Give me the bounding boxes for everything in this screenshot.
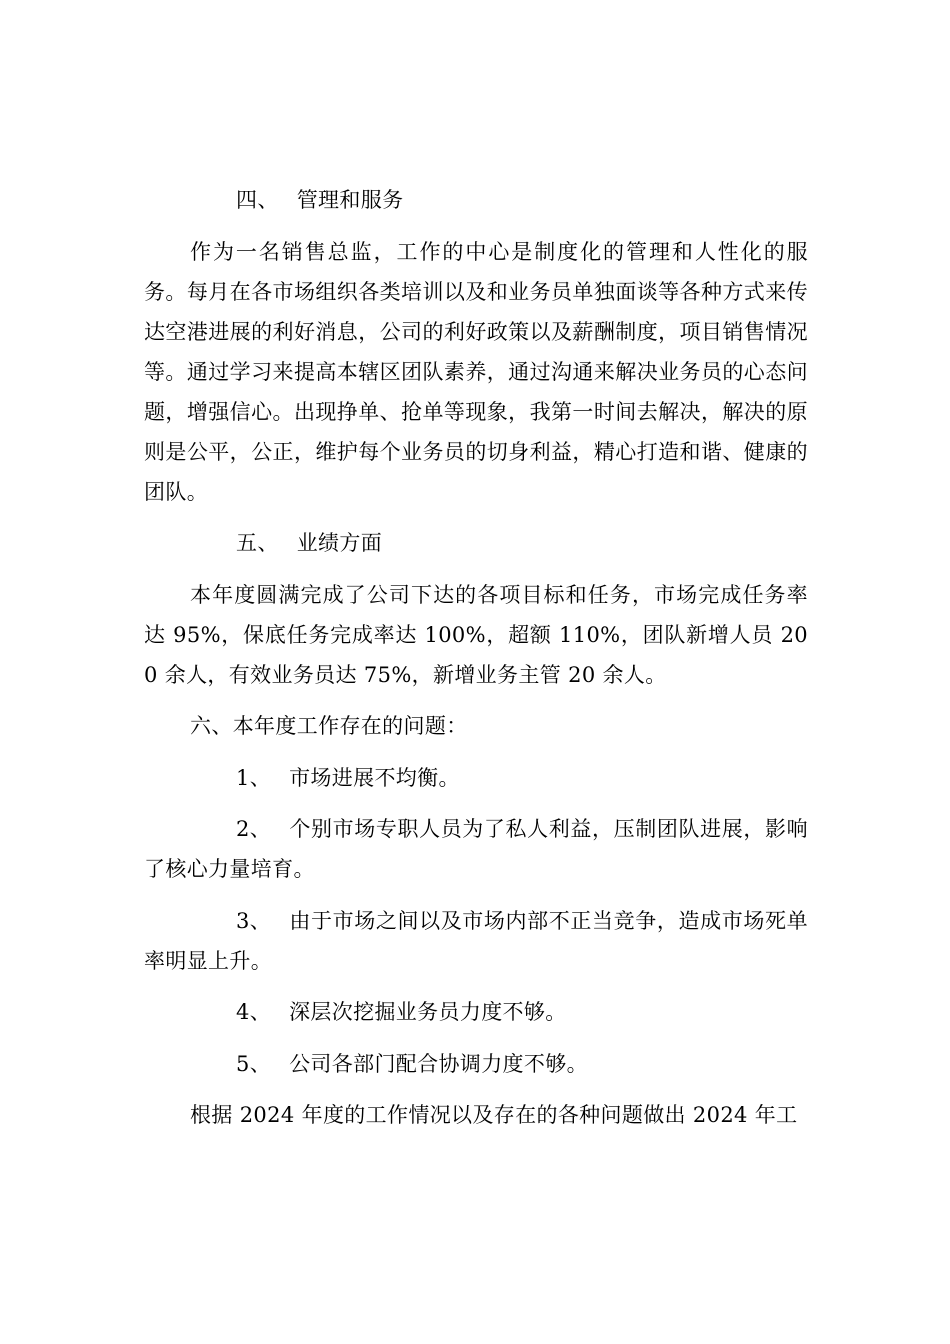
issue-item-number: 4、 (236, 1000, 272, 1024)
section-4-paragraph: 作为一名销售总监，工作的中心是制度化的管理和人性化的服务。每月在各市场组织各类培训以及和业务员单独面谈等各种方式来传达空港进展的利好消息，公司的利好政策以及薪酬制度，项目销售情况等。通过学习来提高本辖区团队素养，通过沟通来解决业务员的心态问题，增强信心。出现挣单、抢单等现象，我第一时间去解决，解决的原则是公平，公正，维护每个业务员的切身利益，精心打造和谐、健康的团队。 (144, 239, 808, 504)
document-page (144, 180, 808, 1147)
issue-item-number: 3、 (236, 908, 272, 933)
issue-item-text: 市场进展不均衡。 (289, 765, 460, 790)
issue-item-number: 5、 (236, 1051, 272, 1076)
closing-paragraph: 根据 2024 年度的工作情况以及存在的各种问题做出 2024 年工 (190, 1103, 798, 1127)
issue-item-text: 深层次挖掘业务员力度不够。 (289, 1000, 567, 1024)
issue-item-5 (144, 1044, 808, 1084)
issue-item-1 (144, 758, 808, 798)
issue-item-text: 公司各部门配合协调力度不够。 (289, 1051, 588, 1076)
section-6-heading: 六、本年度工作存在的问题： (190, 714, 468, 738)
issue-item-text: 由于市场之间以及市场内部不正当竞争，造成市场死单率明显上升。 (144, 908, 808, 973)
section-5-title: 业绩方面 (296, 531, 383, 555)
section-5-heading (144, 523, 808, 563)
issue-item-text: 个别市场专职人员为了私人利益，压制团队进展，影响了核心力量培育。 (144, 817, 808, 881)
section-5-number: 五、 (236, 531, 279, 555)
section-5-paragraph: 本年度圆满完成了公司下达的各项目标和任务，市场完成任务率达 95%，保底任务完成率达 100%，超额 110%，团队新增人员 200 余人，有效业务员达 75%，新增业务主管 20 余人。 (144, 582, 808, 687)
issue-item-number: 1、 (236, 765, 272, 790)
section-4-heading (144, 180, 808, 220)
issue-item-4 (144, 992, 808, 1032)
section-4-title: 管理和服务 (296, 188, 404, 212)
issue-item-3 (144, 901, 808, 981)
issue-item-2 (144, 809, 808, 889)
section-4-number: 四、 (236, 188, 279, 212)
issue-item-number: 2、 (236, 817, 272, 841)
